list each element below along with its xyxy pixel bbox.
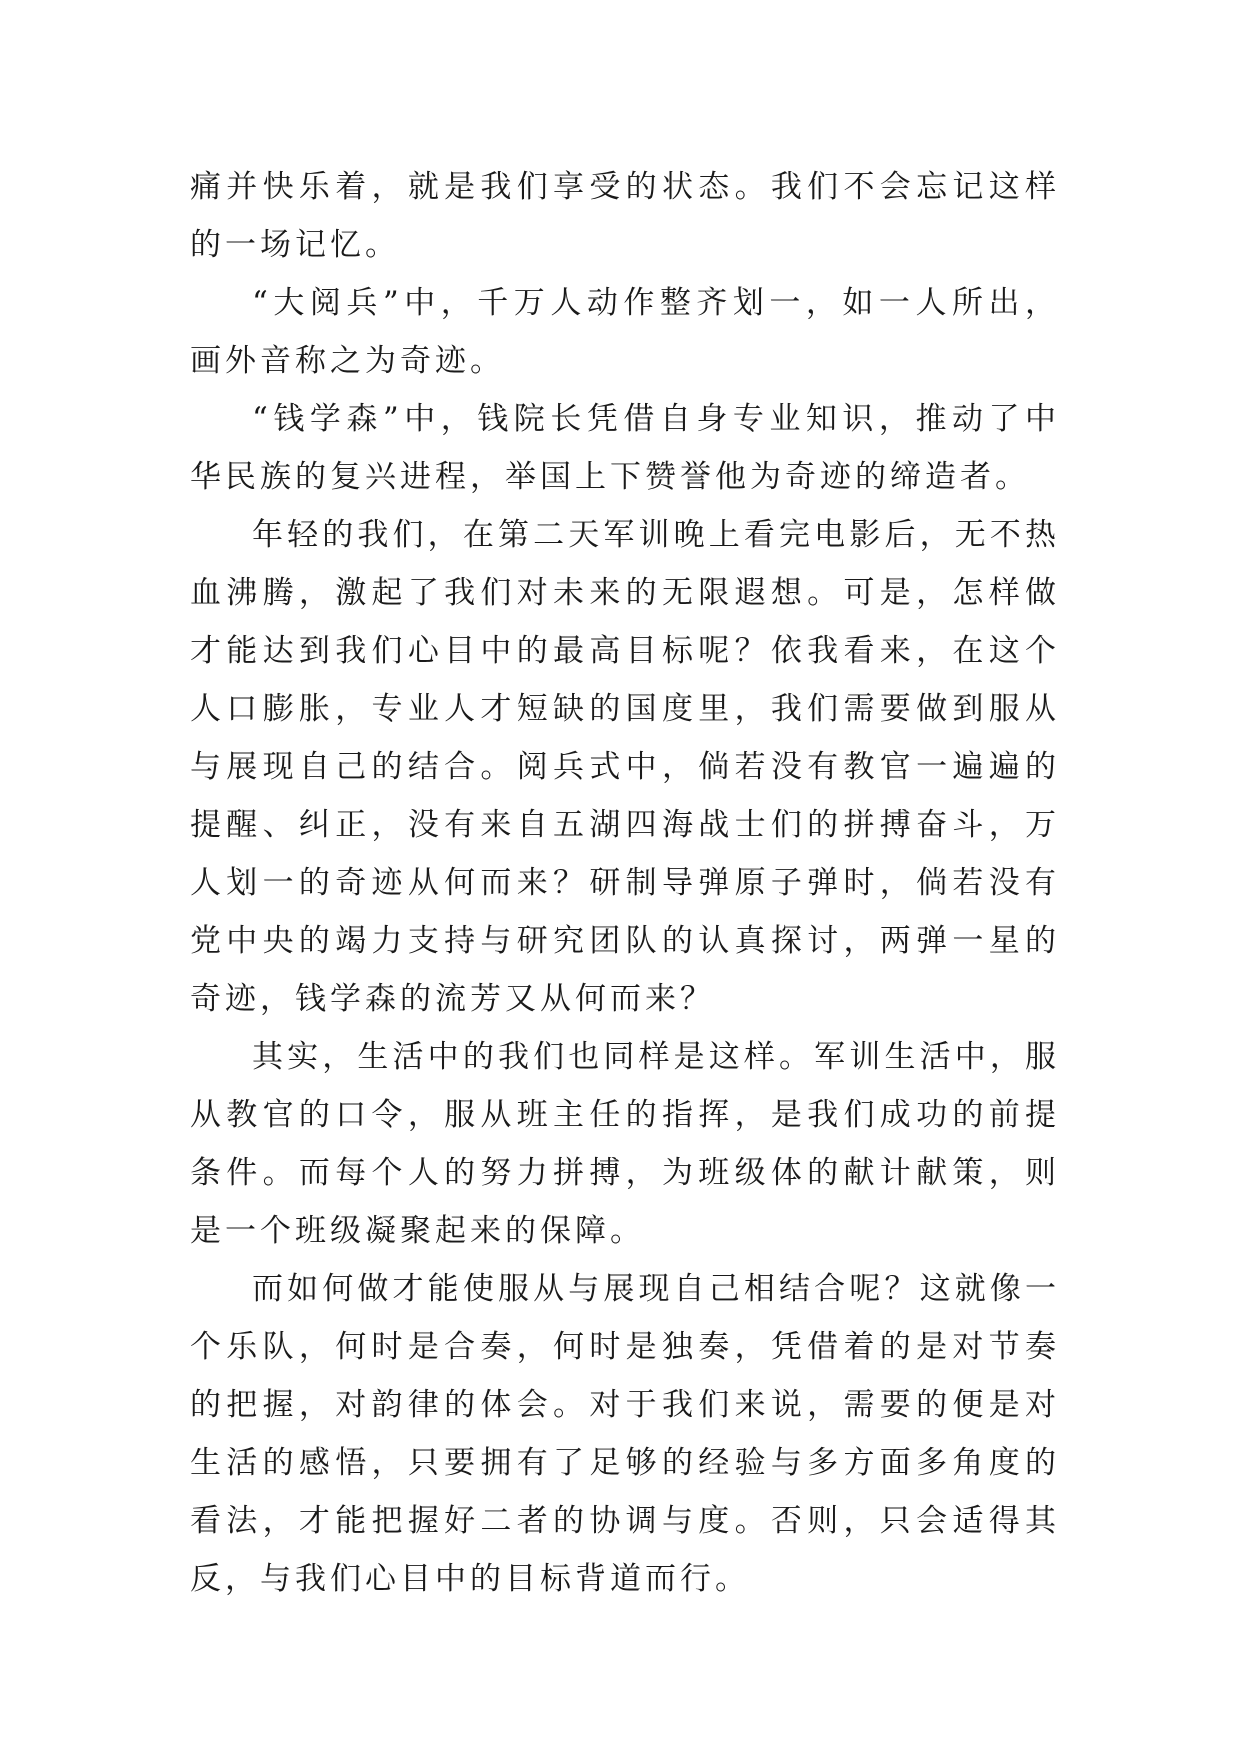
paragraph-parade: “大阅兵”中，千万人动作整齐划一，如一人所出，画外音称之为奇迹。 xyxy=(190,285,1060,379)
essay-body xyxy=(190,158,1060,1608)
paragraph-qian-xuesen: “钱学森”中，钱院长凭借自身专业知识，推动了中华民族的复兴进程，举国上下赞誉他为奇迹的缔造者。 xyxy=(190,401,1060,495)
paragraph-military-training: 其实，生活中的我们也同样是这样。军训生活中，服从教官的口令，服从班主任的指挥，是我们成功的前提条件。而每个人的努力拼搏，为班级体的献计献策，则是一个班级凝聚起来的保障。 xyxy=(190,1039,1060,1249)
paragraph-continuation: 痛并快乐着，就是我们享受的状态。我们不会忘记这样的一场记忆。 xyxy=(190,169,1060,263)
paragraph-band-analogy: 而如何做才能使服从与展现自己相结合呢？这就像一个乐队，何时是合奏，何时是独奏，凭借着的是对节奏的把握，对韵律的体会。对于我们来说，需要的便是对生活的感悟，只要拥有了足够的经验与多方面多角度的看法，才能把握好二者的协调与度。否则，只会适得其反，与我们心目中的目标背道而行。 xyxy=(190,1271,1060,1597)
paragraph-obedience-and-expression: 年轻的我们，在第二天军训晚上看完电影后，无不热血沸腾，激起了我们对未来的无限遐想。可是，怎样做才能达到我们心目中的最高目标呢？依我看来，在这个人口膨胀，专业人才短缺的国度里，我们需要做到服从与展现自己的结合。阅兵式中，倘若没有教官一遍遍的提醒、纠正，没有来自五湖四海战士们的拼搏奋斗，万人划一的奇迹从何而来？研制导弹原子弹时，倘若没有党中央的竭力支持与研究团队的认真探讨，两弹一星的奇迹，钱学森的流芳又从何而来？ xyxy=(190,517,1060,1017)
